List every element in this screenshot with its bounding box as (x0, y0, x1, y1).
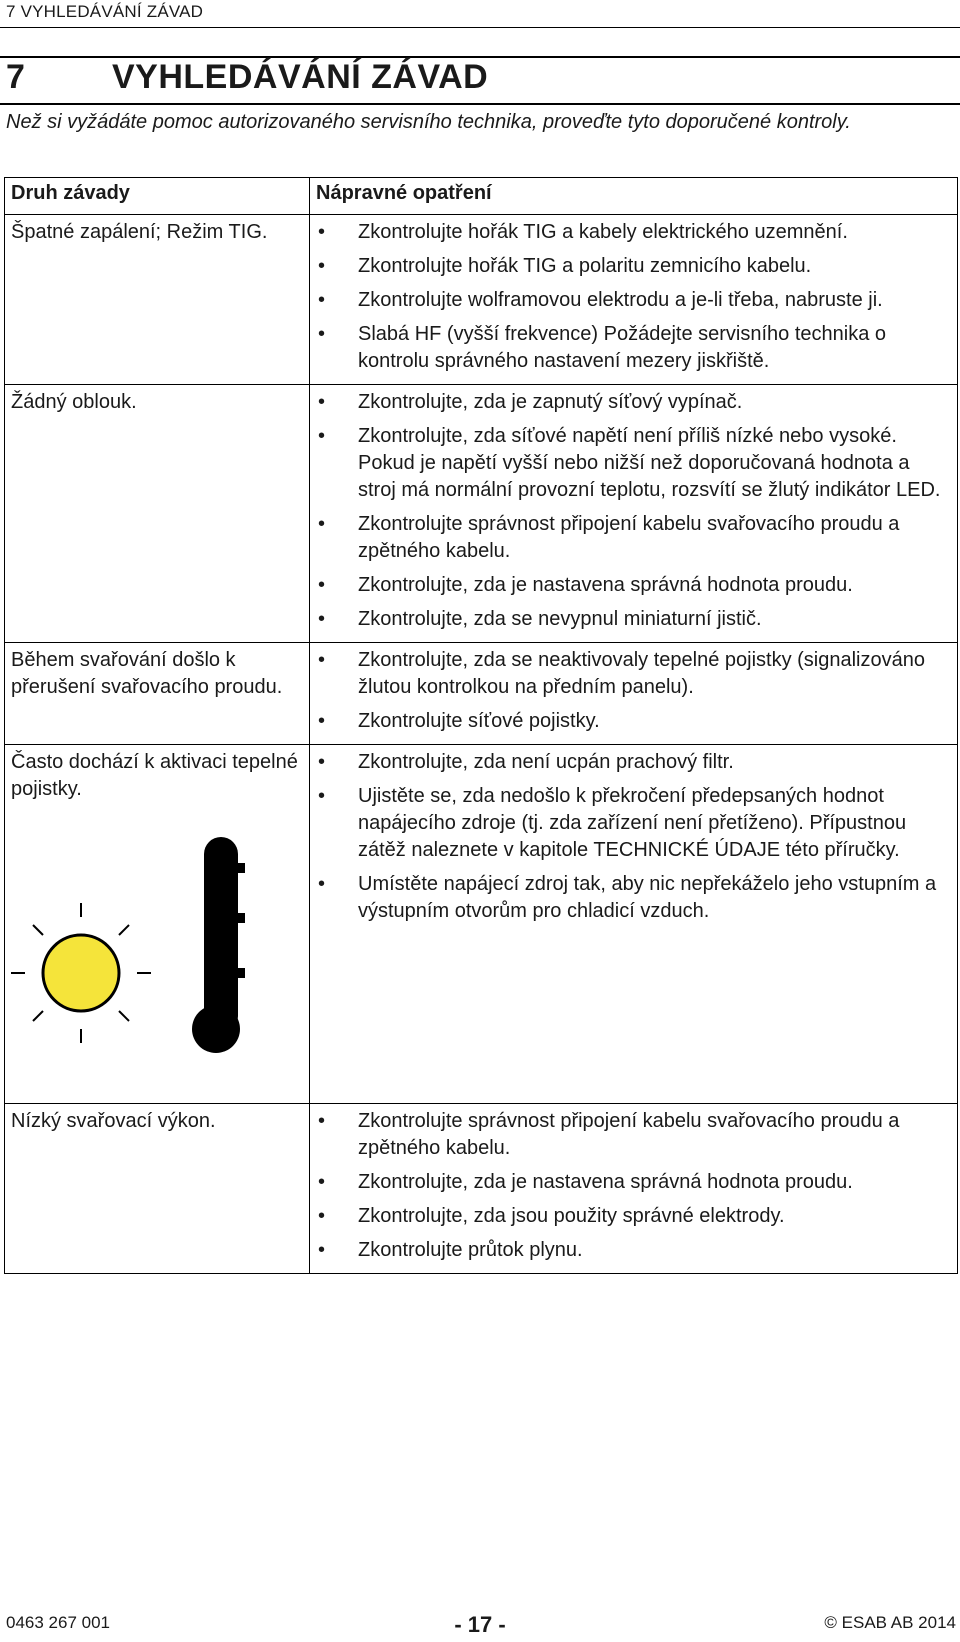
bullet: • (318, 785, 326, 807)
table-row (5, 385, 958, 643)
action-text: Zkontrolujte síťové pojistky. (358, 710, 600, 732)
intro-text: Než si vyžádáte pomoc autorizovaného servisního technika, proveďte tyto doporučené kontroly. (6, 111, 851, 133)
action-text: Zkontrolujte, zda se neaktivovaly tepelné pojistky (signalizováno žlutou kontrolkou na předním panelu). (358, 649, 925, 698)
list-item (310, 1108, 949, 1162)
action-text: Zkontrolujte, zda není ucpán prachový filtr. (358, 751, 734, 773)
table-row (5, 745, 958, 1104)
overheat-illustration (11, 833, 303, 1103)
bullet: • (318, 873, 326, 895)
table-row (5, 643, 958, 745)
action-text: Zkontrolujte, zda je nastavena správná hodnota proudu. (358, 574, 853, 596)
bullet: • (318, 1110, 326, 1132)
title-rule-bottom (0, 103, 960, 105)
chapter-title-text: VYHLEDÁVÁNÍ ZÁVAD (112, 58, 489, 96)
table-header-row (5, 178, 958, 215)
list-item (310, 647, 949, 701)
bullet: • (318, 1171, 326, 1193)
column-header-fault: Druh závady (5, 178, 310, 215)
action-list (310, 745, 957, 934)
bullet: • (318, 751, 326, 773)
table-row (5, 1104, 958, 1274)
chapter-number: 7 (6, 58, 26, 96)
list-item (310, 423, 949, 504)
action-text: Zkontrolujte průtok plynu. (358, 1239, 583, 1261)
actions-cell (310, 643, 958, 745)
action-text: Zkontrolujte wolframovou elektrodu a je-li třeba, nabruste ji. (358, 289, 883, 311)
list-item (310, 749, 949, 776)
thermometer-icon (189, 833, 269, 1063)
action-text: Slabá HF (vyšší frekvence) Požádejte servisního technika o kontrolu správného nastavení mezery jiskřiště. (358, 323, 887, 372)
bullet: • (318, 608, 326, 630)
list-item (310, 1237, 949, 1264)
list-item (310, 572, 949, 599)
doc-number: 0463 267 001 (6, 1613, 110, 1632)
fault-cell (5, 745, 310, 1104)
page-number: - 17 - (454, 1612, 506, 1637)
action-text: Zkontrolujte, zda se nevypnul miniaturní jistič. (358, 608, 762, 630)
bullet: • (318, 425, 326, 447)
list-item (310, 1203, 949, 1230)
action-text: Zkontrolujte, zda je nastavena správná hodnota proudu. (358, 1171, 853, 1193)
action-text: Zkontrolujte, zda síťové napětí není příliš nízké nebo vysoké. Pokud je napětí vyšší nebo nižší než doporučovaná hodnota a stroj má normální provozní teplotu, rozsvítí se žlutý indikátor LED. (358, 425, 941, 501)
bullet: • (318, 513, 326, 535)
bullet: • (318, 1239, 326, 1261)
sun-icon (11, 903, 161, 1053)
list-item (310, 708, 949, 735)
column-header-action: Nápravné opatření (310, 178, 958, 215)
action-text: Ujistěte se, zda nedošlo k překročení předepsaných hodnot napájecího zdroje (tj. zda zařízení není přetíženo). Přípustnou zátěž naleznete v kapitole TECHNICKÉ ÚDAJE této příručky. (358, 785, 907, 861)
list-item (310, 287, 949, 314)
action-text: Zkontrolujte správnost připojení kabelu svařovacího proudu a zpětného kabelu. (358, 1110, 900, 1159)
bullet: • (318, 221, 326, 243)
table-row (5, 215, 958, 385)
action-list (310, 1104, 957, 1273)
action-text: Zkontrolujte hořák TIG a kabely elektrického uzemnění. (358, 221, 848, 243)
copyright: © ESAB AB 2014 (824, 1613, 956, 1632)
bullet: • (318, 323, 326, 345)
bullet: • (318, 574, 326, 596)
bullet: • (318, 391, 326, 413)
fault-cell: Během svařování došlo k přerušení svařovacího proudu. (5, 643, 310, 745)
list-item (310, 1169, 949, 1196)
list-item (310, 253, 949, 280)
list-item (310, 511, 949, 565)
action-list (310, 385, 957, 642)
action-text: Zkontrolujte správnost připojení kabelu svařovacího proudu a zpětného kabelu. (358, 513, 900, 562)
list-item (310, 321, 949, 375)
troubleshooting-table (4, 177, 958, 1274)
fault-cell: Špatné zapálení; Režim TIG. (5, 215, 310, 385)
fault-cell: Nízký svařovací výkon. (5, 1104, 310, 1274)
running-header: 7 VYHLEDÁVÁNÍ ZÁVAD (6, 2, 204, 21)
action-text: Umístěte napájecí zdroj tak, aby nic nepřekáželo jeho vstupním a výstupním otvorům pro chladicí vzduch. (358, 873, 937, 922)
action-list (310, 643, 957, 744)
action-list (310, 215, 957, 384)
chapter-title (6, 58, 488, 97)
list-item (310, 606, 949, 633)
bullet: • (318, 649, 326, 671)
actions-cell (310, 1104, 958, 1274)
bullet: • (318, 710, 326, 732)
bullet: • (318, 255, 326, 277)
action-text: Zkontrolujte, zda je zapnutý síťový vypínač. (358, 391, 743, 413)
list-item (310, 871, 949, 925)
actions-cell (310, 745, 958, 1104)
header-rule (0, 27, 960, 28)
bullet: • (318, 1205, 326, 1227)
list-item (310, 389, 949, 416)
actions-cell (310, 215, 958, 385)
list-item (310, 219, 949, 246)
actions-cell (310, 385, 958, 643)
fault-cell: Žádný oblouk. (5, 385, 310, 643)
fault-text: Často dochází k aktivaci tepelné pojistky. (11, 751, 298, 800)
action-text: Zkontrolujte hořák TIG a polaritu zemnicího kabelu. (358, 255, 812, 277)
list-item (310, 783, 949, 864)
bullet: • (318, 289, 326, 311)
action-text: Zkontrolujte, zda jsou použity správné elektrody. (358, 1205, 785, 1227)
